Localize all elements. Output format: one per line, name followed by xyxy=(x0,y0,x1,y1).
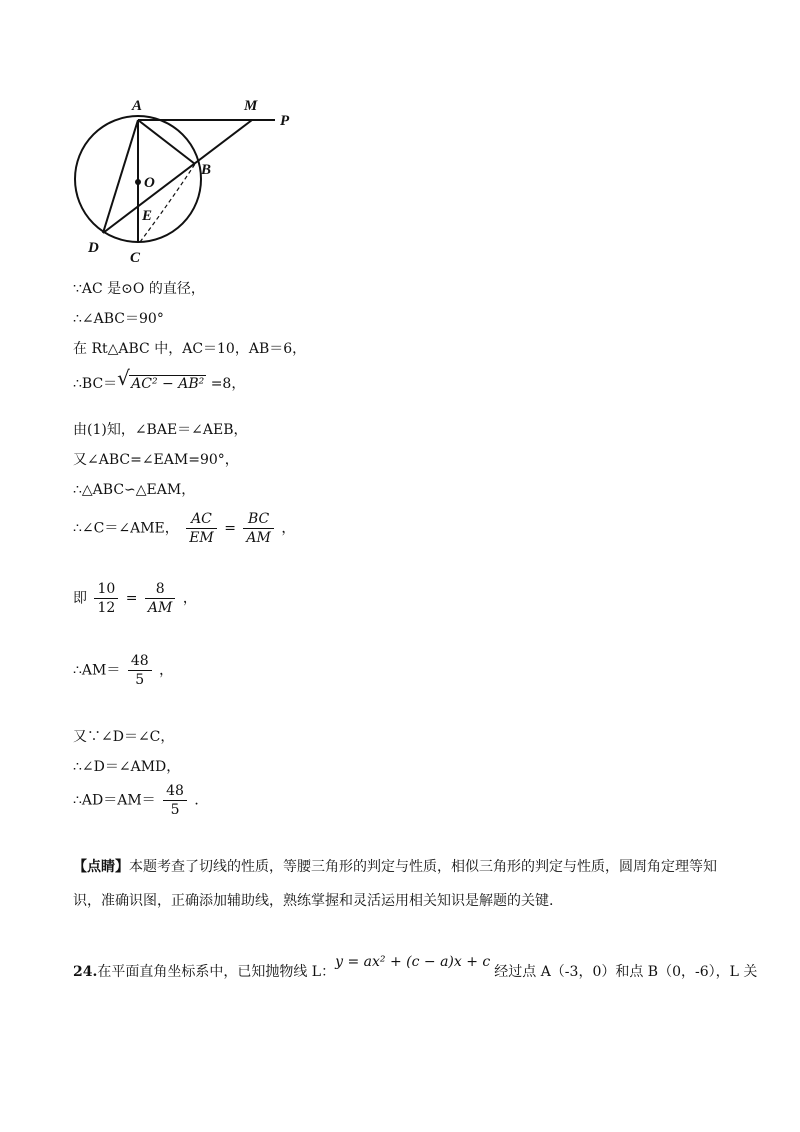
fraction-ac-em: $\frac{AC}{EM}$ xyxy=(186,510,217,547)
label-m: M xyxy=(244,98,258,114)
equals-sign: = xyxy=(125,590,138,607)
label-e: E xyxy=(142,208,153,224)
label-a: A xyxy=(132,98,143,114)
label-b: B xyxy=(201,162,212,178)
question-24 xyxy=(73,954,758,982)
line13-prefix: ∴AD＝AM＝ xyxy=(73,792,156,809)
solution-line-12: ∴∠D＝∠AMD， xyxy=(73,759,181,775)
fraction-48-5: $\frac{48}{5}$ xyxy=(128,652,152,689)
radicand: AC² − AB² xyxy=(131,376,205,392)
fraction-48-5-final: $\frac{48}{5}$ xyxy=(163,782,187,819)
solution-line-11: 又∵∠D＝∠C， xyxy=(73,729,175,745)
question-prefix: 在平面直角坐标系中，已知抛物线 L： xyxy=(97,964,336,980)
label-d: D xyxy=(88,240,99,256)
radical-sign: √ xyxy=(117,366,130,390)
comment-text-1: 本题考查了切线的性质，等腰三角形的判定与性质，相似三角形的判定与性质，圆周角定理等知 xyxy=(129,859,717,875)
line9-prefix: 即 xyxy=(73,590,87,607)
bc-prefix: ∴BC＝ xyxy=(73,376,118,392)
geometry-figure xyxy=(70,92,310,272)
solution-line-3: 在 Rt△ABC 中，AC＝10，AB＝6， xyxy=(73,341,307,357)
line10-suffix: ， xyxy=(159,662,174,679)
fraction-10-12: $\frac{10}{12}$ xyxy=(94,580,118,617)
solution-line-9 xyxy=(73,580,197,617)
line9-suffix: ， xyxy=(182,590,197,607)
center-point-o xyxy=(135,179,141,185)
label-o: O xyxy=(144,175,155,191)
solution-line-2: ∴∠ABC＝90° xyxy=(73,311,164,327)
solution-line-10 xyxy=(73,652,173,689)
label-c: C xyxy=(130,250,141,266)
comment-tag: 【点睛】 xyxy=(73,859,129,875)
segment-ad xyxy=(103,120,138,233)
sqrt-expression xyxy=(117,366,206,394)
solution-line-5: 由(1)知，∠BAE＝∠AEB， xyxy=(73,422,248,438)
comment-line-2: 识，准确识图，正确添加辅助线，熟练掌握和灵活运用相关知识是解题的关键. xyxy=(73,893,554,909)
solution-line-4 xyxy=(73,366,246,394)
comment-line-1 xyxy=(73,857,717,877)
line8-prefix: ∴∠C＝∠AME， xyxy=(73,520,179,537)
solution-line-8 xyxy=(73,510,295,547)
bc-suffix: =8， xyxy=(206,376,246,392)
parabola-formula: y = ax² + (c − a)x + c xyxy=(335,954,491,970)
fraction-8-am: $\frac{8}{AM}$ xyxy=(145,580,175,617)
solution-line-13 xyxy=(73,782,208,819)
line8-suffix: ， xyxy=(281,520,296,537)
line13-suffix: ． xyxy=(194,792,209,809)
segment-md xyxy=(103,120,252,233)
solution-line-7: ∴△ABC∽△EAM， xyxy=(73,482,196,498)
line10-prefix: ∴AM＝ xyxy=(73,662,121,679)
label-p: P xyxy=(280,113,290,129)
solution-line-1: ∵AC 是⊙O 的直径， xyxy=(73,281,205,297)
segment-ab xyxy=(138,120,195,164)
equals-sign: = xyxy=(224,520,236,537)
question-number: 24. xyxy=(73,964,98,980)
solution-line-6: 又∠ABC=∠EAM=90°， xyxy=(73,452,239,468)
fraction-bc-am: $\frac{BC}{AM}$ xyxy=(243,510,273,547)
question-suffix: 经过点 A（-3，0）和点 B（0，-6），L 关 xyxy=(494,964,758,980)
